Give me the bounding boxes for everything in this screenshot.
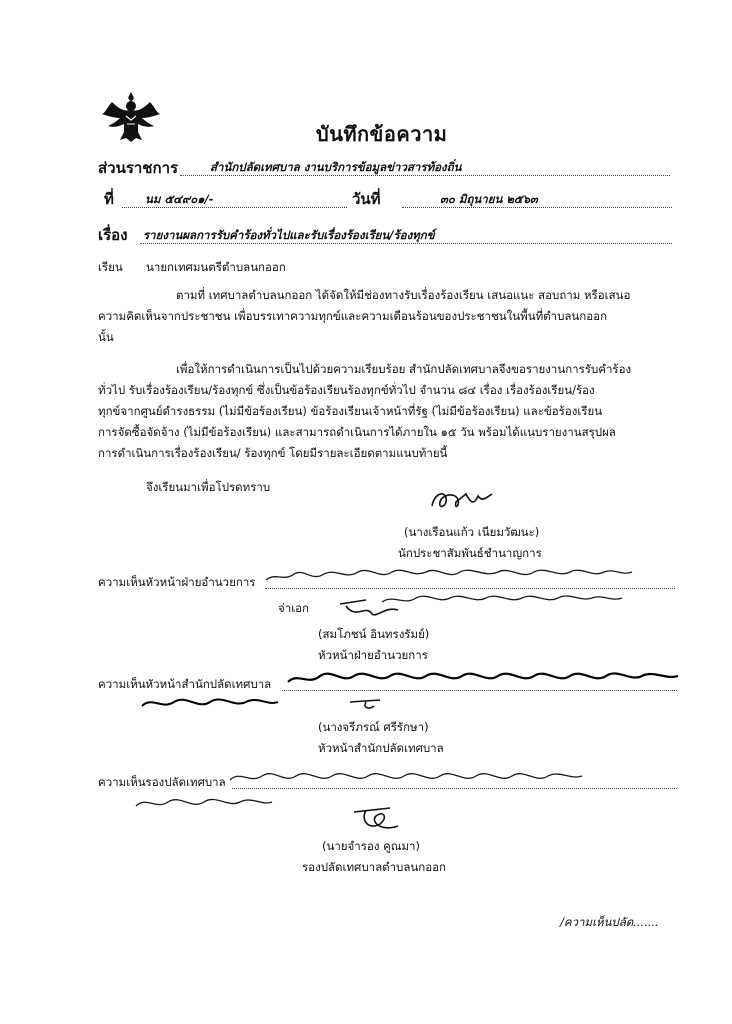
- to-value: นายกเทศมนตรีตำบลนกออก: [146, 260, 286, 274]
- para1-line3: นั้น: [98, 330, 114, 344]
- opinion1-position: หัวหน้าฝ่ายอำนวยการ: [318, 648, 428, 662]
- agency-dotted-line: [180, 175, 670, 176]
- opinion2-label: ความเห็นหัวหน้าสำนักปลัดเทศบาล: [98, 677, 272, 691]
- opinion2-handwriting: [118, 660, 698, 720]
- opinion1-label: ความเห็นหัวหน้าฝ่ายอำนวยการ: [98, 575, 256, 589]
- opinion3-name: (นายจำรอง คูณมา): [322, 839, 420, 853]
- para2-line1: เพื่อให้การดำเนินการเป็นไปด้วยความเรียบร้อย สำนักปลัดเทศบาลจึงขอรายงานการรับคำร้อง: [176, 362, 632, 376]
- subject-dotted-line: [140, 243, 672, 244]
- ref-label: ที่: [104, 190, 114, 208]
- opinion1-rank: จ่าเอก: [278, 601, 309, 615]
- opinion2-name: (นางจรีภรณ์ ศรีรักษา): [318, 720, 429, 734]
- to-label: เรียน: [98, 260, 123, 274]
- closing-text: จึงเรียนมาเพื่อโปรดทราบ: [146, 480, 271, 494]
- para1-line1: ตามที่ เทศบาลตำบลนกออก ได้จัดให้มีช่องทางรับเรื่องร้องเรียน เสนอแนะ สอบถาม หรือเสนอ: [176, 288, 631, 302]
- garuda-emblem-icon: [100, 88, 162, 144]
- document-title: บันทึกข้อความ: [316, 122, 448, 146]
- ref-value: นม ๕๔๙๐๑/-: [145, 192, 214, 206]
- date-value: ๓๐ มิถุนายน ๒๕๖๓: [440, 192, 538, 206]
- signature-4: [350, 800, 410, 836]
- agency-label: ส่วนราชการ: [98, 159, 179, 177]
- signer1-position: นักประชาสัมพันธ์ชำนาญการ: [398, 546, 542, 560]
- para2-line4: การจัดซื้อจัดจ้าง (ไม่มีข้อร้องเรียน) และสามารถดำเนินการได้ภายใน ๑๕ วัน พร้อมได้แนบรายงานสรุปผล: [98, 425, 616, 439]
- signature-2: [336, 592, 406, 622]
- para2-line2: ทั่วไป รับเรื่องร้องเรียน/ร้องทุกข์ ซึ่งเป็นข้อร้องเรียนร้องทุกข์ทั่วไป จำนวน ๘๔ เรื่อง เรื่องร้องเรียน/ร้อง: [98, 383, 595, 397]
- signature-1: [426, 484, 516, 516]
- para1-line2: ความคิดเห็นจากประชาชน เพื่อบรรเทาความทุกข์และความเดือนร้อนของประชาชนในพื้นที่ตำบลนกออก: [98, 309, 608, 323]
- signer1-name: (นางเรือนแก้ว เนียมวัฒนะ): [404, 525, 540, 539]
- opinion2-position: หัวหน้าสำนักปลัดเทศบาล: [318, 741, 444, 755]
- opinion1-handwriting: [262, 558, 682, 618]
- continued-note: /ความเห็นปลัด.......: [560, 915, 659, 929]
- date-label: วันที่: [352, 190, 381, 208]
- signature-3: [346, 696, 386, 712]
- para2-line5: การดำเนินการเรื่องร้องเรียน/ ร้องทุกข์ โดยมีรายละเอียดตามแนบท้ายนี้: [98, 446, 448, 460]
- subject-value: รายงานผลการรับคำร้องทั่วไปและรับเรื่องร้องเรียน/ร้องทุกข์: [143, 228, 435, 242]
- date-dotted-line: [402, 207, 672, 208]
- agency-value: สำนักปลัดเทศบาล งานบริการข้อมูลข่าวสารท้องถิ่น: [210, 160, 462, 174]
- ref-dotted-line: [122, 207, 347, 208]
- opinion1-name: (สมโภชน์ อินทรงรัมย์): [318, 627, 430, 641]
- subject-label: เรื่อง: [98, 226, 128, 244]
- para2-line3: ทุกข์จากศูนย์ดำรงธรรม (ไม่มีข้อร้องเรียน) ข้อร้องเรียนเจ้าหน้าที่รัฐ (ไม่มีข้อร้องเรียน) และข้อร้องเรียน: [98, 404, 603, 418]
- opinion3-label: ความเห็นรองปลัดเทศบาล: [98, 775, 226, 789]
- opinion3-position: รองปลัดเทศบาลตำบลนกออก: [302, 860, 447, 874]
